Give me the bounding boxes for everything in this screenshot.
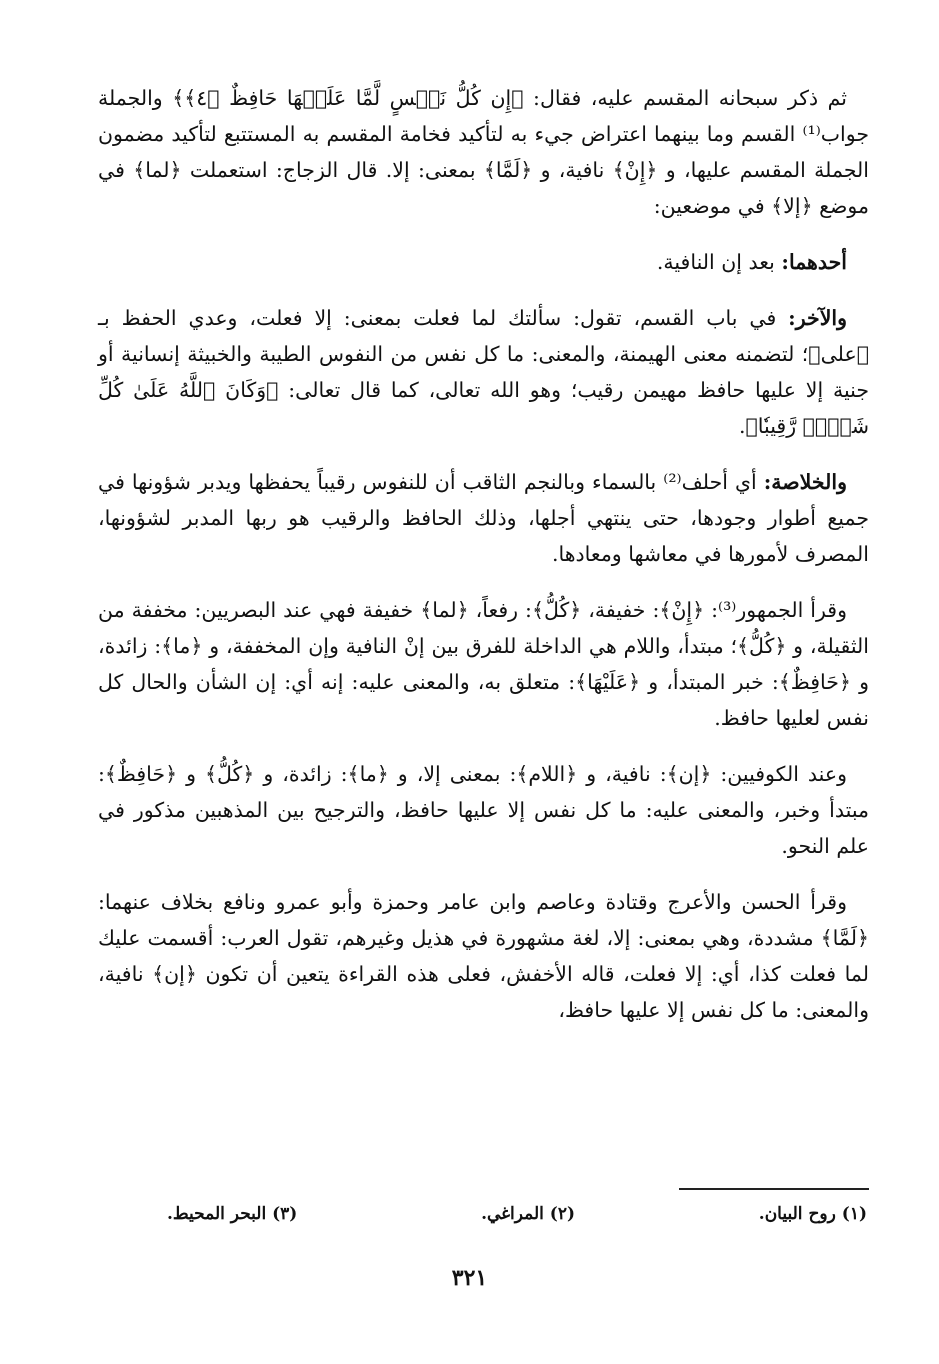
paragraph-text: في باب القسم، تقول: سألتك لما فعلت بمعنى: إلا فعلت، وعدي الحفظ بـ ﴿على﴾؛ لتضمنه معنى الهيمنة، والمعنى: ما كل نفس من النفوس الطيبة والخبيثة إنسانية أو جنية إلا عليها حافظ مهيمن رقيب؛ وهو الله تعالى، كما قال تعالى: ﴿وَكَانَ ٱللَّهُ عَلَىٰ كُلِّ شَيۡءٖ رَّقِيبٗا﴾. [98, 306, 869, 438]
body-text [98, 80, 869, 1028]
footnotes [167, 1204, 867, 1224]
paragraph-text: أي أحلف⁽²⁾ بالسماء وبالنجم الثاقب أن للنفوس رقيباً يحفظها ويدبر شؤونها في جميع أطوار وجودها، حتى ينتهي أجلها، وذلك الحافظ والرقيب هو ربها المدبر لشؤونها، المصرف لأمورها في معاشها ومعادها. [98, 470, 869, 566]
paragraph-3 [98, 300, 869, 444]
paragraph-7 [98, 884, 869, 1028]
paragraph-text: وعند الكوفيين: ﴿إن﴾: نافية، و ﴿اللام﴾: بمعنى إلا، و ﴿ما﴾: زائدة، و ﴿كُلُّ﴾ و ﴿حَافِظٌ﴾: مبتدأ وخبر، والمعنى عليه: ما كل نفس إلا عليها حافظ، والترجيح بين المذهبين مذكور في علم النحو. [98, 762, 869, 858]
paragraph-lead: والخلاصة: [763, 470, 847, 494]
paragraph-2 [98, 244, 869, 280]
paragraph-4 [98, 464, 869, 572]
paragraph-text: ثم ذكر سبحانه المقسم عليه، فقال: ﴿إِن كُلُّ نَفۡسٍ لَّمَّا عَلَيۡهَا حَافِظٌ ﴿٤﴾﴾ والجملة جواب⁽¹⁾ القسم وما بينهما اعتراض جيء به لتأكيد فخامة المقسم به المستتبع لتأكيد مضمون الجملة المقسم عليها، و ﴿إِنْ﴾ نافية، و ﴿لَمَّا﴾ بمعنى: إلا. قال الزجاج: استعملت ﴿لما﴾ في موضع ﴿إلا﴾ في موضعين: [98, 86, 869, 218]
footnote-3: (٣) البحر المحيط. [167, 1204, 298, 1224]
paragraph-lead: أحدهما: [781, 250, 847, 274]
footnote-1: (١) روح البيان. [758, 1204, 867, 1224]
paragraph-text: بعد إن النافية. [656, 250, 782, 274]
paragraph-text: وقرأ الحسن والأعرج وقتادة وعاصم وابن عامر وحمزة وأبو عمرو ونافع بخلاف عنهما: ﴿لَمَّا﴾ مشددة، وهي بمعنى: إلا، لغة مشهورة في هذيل وغيرهم، تقول العرب: أقسمت عليك لما فعلت كذا، أي: إلا فعلت، قاله الأخفش، فعلى هذه القراءة يتعين أن تكون ﴿إن﴾ نافية، والمعنى: ما كل نفس إلا عليها حافظ، [98, 890, 869, 1022]
paragraph-1 [98, 80, 869, 224]
paragraph-text: وقرأ الجمهور⁽³⁾: ﴿إِنْ﴾: خفيفة، ﴿كُلُّ﴾: رفعاً، ﴿لما﴾ خفيفة فهي عند البصريين: مخففة من الثقيلة، و ﴿كُلُّ﴾؛ مبتدأ، واللام هي الداخلة للفرق بين إنْ النافية وإن المخففة، و ﴿ما﴾: زائدة، و ﴿حَافِظٌ﴾: خبر المبتدأ، و ﴿عَلَيْهَا﴾: متعلق به، والمعنى عليه: إنه أي: إن الشأن والحال كل نفس لعليها حافظ. [98, 598, 869, 730]
paragraph-5 [98, 592, 869, 736]
paragraph-lead: والآخر: [788, 306, 847, 330]
paragraph-6 [98, 756, 869, 864]
footnote-divider [679, 1188, 869, 1190]
footnote-2: (٢) المراغي. [481, 1204, 576, 1224]
page-number: ٣٢١ [451, 1265, 488, 1291]
